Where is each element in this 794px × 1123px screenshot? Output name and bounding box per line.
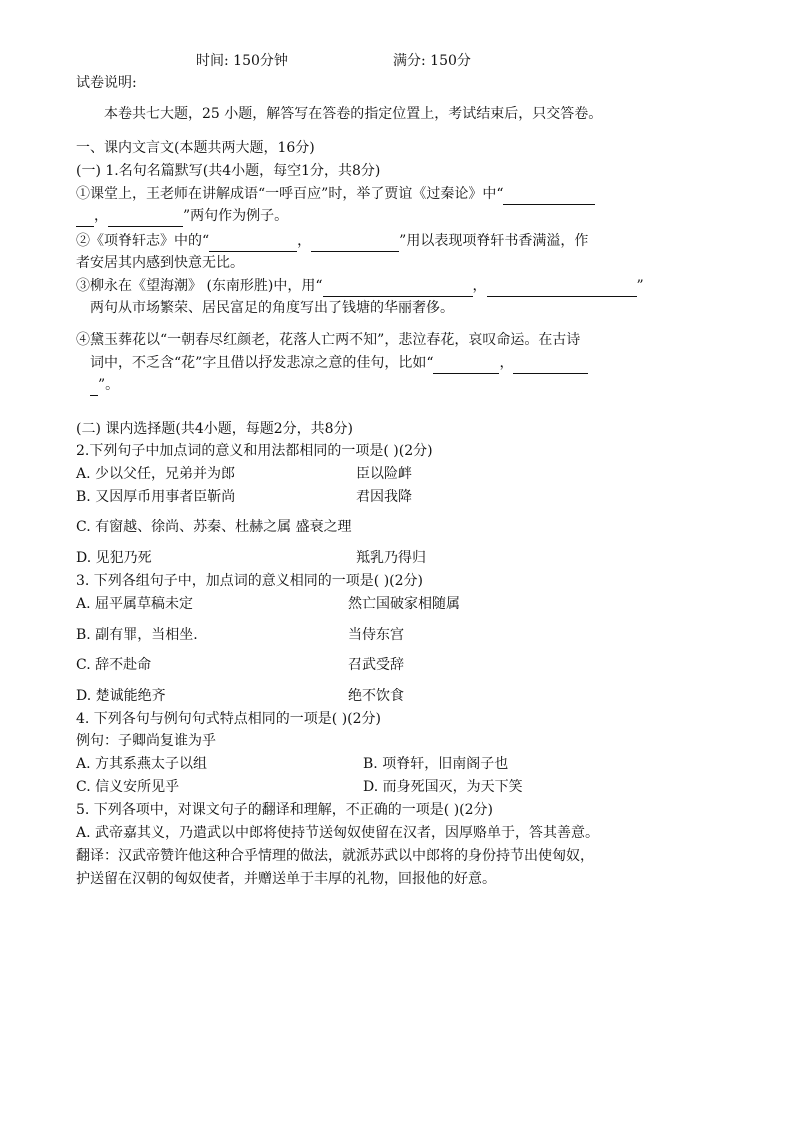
- part2-title: (二) 课内选择题(共4小题，每题2分，共8分): [76, 421, 354, 437]
- exam-score: 满分: 150分: [393, 53, 471, 69]
- mc2-option-a[interactable]: A. 少以父任，兄弟并为郎 臣以险衅: [76, 466, 412, 482]
- q4-blank-2-cont[interactable]: [90, 379, 98, 396]
- mc3-option-c[interactable]: C. 辞不赴命 召武受辞: [76, 657, 404, 673]
- mc2-option-d[interactable]: D. 见犯乃死 羝乳乃得归: [76, 550, 426, 566]
- q4-line2: 词中，不乏含“花”字且借以抒发悲凉之意的佳句，比如“ ，: [90, 352, 588, 374]
- mc4-options-ab[interactable]: A. 方其系燕太子以组 B. 项脊轩，旧南阁子也: [76, 756, 509, 772]
- mc3-option-a[interactable]: A. 屈平属草稿未定 然亡国破家相随属: [76, 596, 460, 612]
- mc4-stem: 4. 下列各句与例句句式特点相同的一项是( )(2分): [76, 711, 382, 727]
- mc5-translation-line2: 护送留在汉朝的匈奴使者，并赠送单于丰厚的礼物，回报他的好意。: [76, 871, 496, 887]
- mc3-stem: 3. 下列各组句子中，加点词的意义相同的一项是( )(2分): [76, 573, 424, 589]
- q4-blank-2[interactable]: [513, 357, 588, 374]
- mc3-option-b[interactable]: B. 副有罪，当相坐. 当侍东宫: [76, 627, 404, 643]
- q1-blank-1[interactable]: [503, 188, 595, 205]
- q3-blank-2[interactable]: [487, 280, 637, 297]
- mc5-stem: 5. 下列各项中，对课文句子的翻译和理解，不正确的一项是( )(2分): [76, 802, 494, 818]
- q3-blank-1[interactable]: [323, 280, 473, 297]
- mc4-example: 例句：子卿尚复谁为乎: [76, 733, 216, 749]
- instructions-body: 本卷共七大题，25 小题，解答写在答卷的指定位置上，考试结束后，只交答卷。: [104, 106, 603, 122]
- mc5-option-a[interactable]: A. 武帝嘉其义，乃遣武以中郎将使持节送匈奴使留在汉者，因厚赂单于，答其善意。: [76, 825, 600, 841]
- instructions-title: 试卷说明:: [76, 75, 137, 91]
- mc3-option-d[interactable]: D. 楚诚能绝齐 绝不饮食: [76, 688, 404, 704]
- q1-line2: ， ”两句作为例子。: [76, 205, 288, 227]
- q2-blank-1[interactable]: [209, 235, 297, 252]
- mc2-option-b[interactable]: B. 又因厚币用事者臣靳尚 君因我降: [76, 489, 412, 505]
- q3-line1: ③柳永在《望海潮》 (东南形胜)中，用“ ， ”: [76, 275, 644, 297]
- q4-blank-1[interactable]: [433, 357, 499, 374]
- mc2-stem: 2.下列句子中加点词的意义和用法都相同的一项是( )(2分): [76, 443, 433, 459]
- section1-title: 一、课内文言文(本题共两大题，16分): [76, 140, 315, 156]
- q1-blank-1-cont[interactable]: [76, 210, 94, 227]
- mc4-options-cd[interactable]: C. 信义安所见乎 D. 而身死国灭，为天下笑: [76, 779, 523, 795]
- mc2-option-c[interactable]: C. 有窗越、徐尚、苏秦、杜赫之属 盛衰之理: [76, 519, 352, 535]
- part1-title: (一) 1.名句名篇默写(共4小题，每空1分，共8分): [76, 163, 381, 179]
- q3-line2: 两句从市场繁荣、居民富足的角度写出了钱塘的华丽奢侈。: [90, 300, 454, 316]
- exam-time: 时间: 150分钟: [196, 53, 288, 69]
- q1-blank-2[interactable]: [108, 210, 183, 227]
- q2-blank-2[interactable]: [311, 235, 399, 252]
- q1-line1: ①课堂上，王老师在讲解成语“一呼百应”时，举了贾谊《过秦论》中“: [76, 183, 595, 205]
- q4-line1: ④黛玉葬花以“一朝春尽红颜老，花落人亡两不知”，悲泣春花，哀叹命运。在古诗: [76, 332, 581, 348]
- q4-line3: ”。: [90, 374, 119, 396]
- mc5-translation-line1: 翻译：汉武帝赞许他这种合乎情理的做法，就派苏武以中郎将的身份持节出使匈奴，: [76, 848, 594, 864]
- q2-line1: ②《项脊轩志》中的“ ， ”用以表现项脊轩书香满溢，作: [76, 230, 588, 252]
- q2-line2: 者安居其内感到快意无比。: [76, 255, 244, 271]
